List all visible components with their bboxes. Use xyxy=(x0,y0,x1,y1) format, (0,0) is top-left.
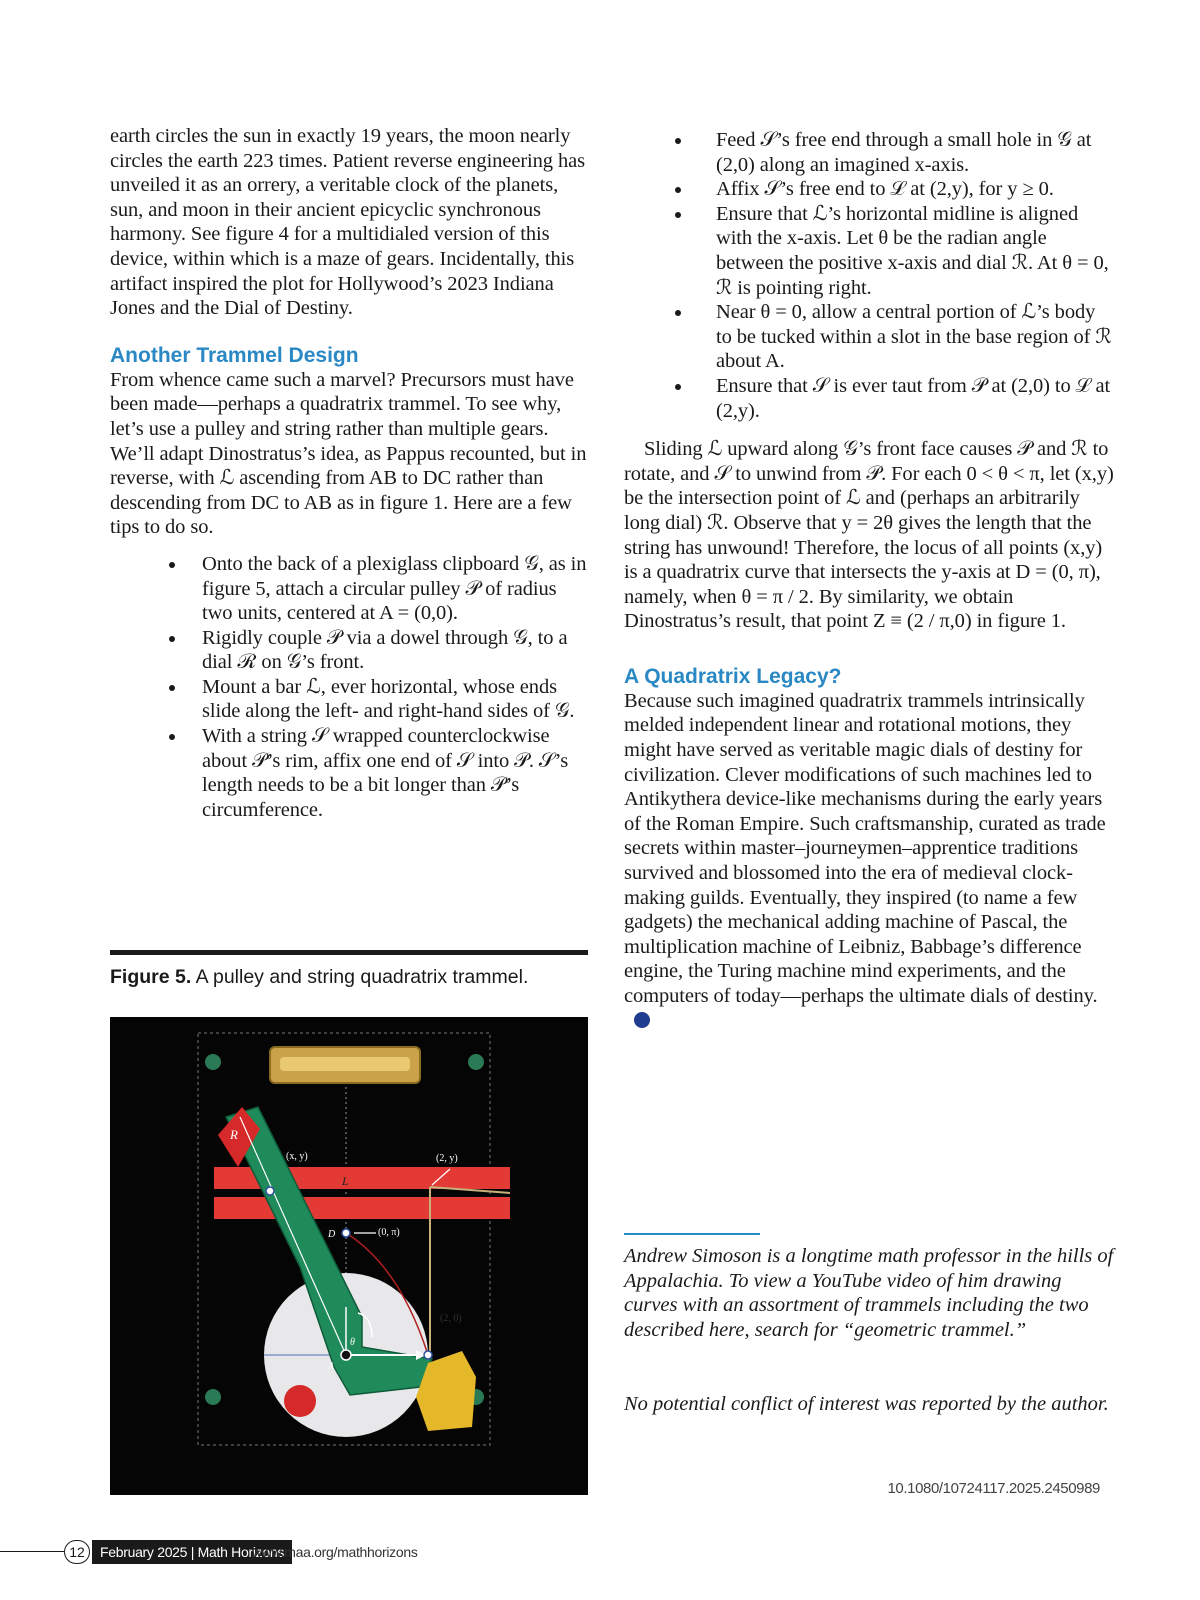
footer-rule xyxy=(0,1551,64,1552)
label-theta: θ xyxy=(350,1337,355,1348)
label-point-xy: (x, y) xyxy=(286,1151,308,1162)
list-item: Mount a bar ℒ, ever horizontal, whose ends slide along the left- and right-hand sides of 𝒢. xyxy=(202,675,590,724)
point-xy-marker xyxy=(266,1187,274,1195)
figure-caption-text: A pulley and string quadratrix trammel. xyxy=(195,966,529,988)
figure-caption xyxy=(110,965,580,989)
peg-icon xyxy=(468,1054,484,1070)
label-point-20: (2, 0) xyxy=(440,1313,462,1324)
label-origin: A xyxy=(328,1361,335,1372)
point-d-marker xyxy=(342,1229,350,1237)
bullet-icon xyxy=(169,636,175,642)
bullet-icon xyxy=(169,734,175,740)
section-heading-trammel: Another Trammel Design xyxy=(110,343,359,367)
bio-rule xyxy=(624,1233,760,1235)
left-bullet-list xyxy=(202,552,590,823)
section-paragraph-legacy: Because such imagined quadratrix trammels intrinsically melded independent linear and rotational motions, they might have served as veritable magic dials of destiny for civilization. Clever modifications of such machines led to Antikythera device-like mechanisms during the early years of the Roman Empire. Such craftsmanship, curated as trade secrets within master–journeymen–apprentice traditions survived and blossomed into the era of medieval clock-making guilds. Eventually, they inspired (to name a few gadgets) the mechanical adding machine of Pascal, the multiplication machine of Leibniz, Babbage’s difference engine, the Turing machine mind experiments, and the computers of today—perhaps the ultimate dials of destiny. xyxy=(624,689,1114,1033)
footer-url[interactable]: www.maa.org/mathhorizons xyxy=(252,1544,418,1560)
point-20-marker xyxy=(424,1351,432,1359)
bullet-icon xyxy=(675,212,681,218)
bullet-icon xyxy=(169,562,175,568)
trammel-photo xyxy=(110,1017,588,1495)
figure-caption-label: Figure 5. xyxy=(110,966,192,988)
origin-marker xyxy=(341,1350,351,1360)
label-bar: L xyxy=(342,1174,349,1188)
list-item: Rigidly couple 𝒫 via a dowel through 𝒢, to a dial ℛ on 𝒢’s front. xyxy=(202,626,590,675)
trammel-illustration xyxy=(110,1017,588,1495)
list-item: Near θ = 0, allow a central portion of ℒ’s body to be tucked within a slot in the base region of ℛ about A. xyxy=(716,300,1114,374)
author-bio: Andrew Simoson is a longtime math professor in the hills of Appalachia. To view a YouTube video of him drawing curves with an assortment of trammels including the two described here, search for “geometric trammel.” xyxy=(624,1245,1114,1341)
list-item: Onto the back of a plexiglass clipboard 𝒢, as in figure 5, attach a circular pulley 𝒫 of radius two units, centered at A = (0,0). xyxy=(202,552,590,626)
bullet-icon xyxy=(675,310,681,316)
peg-icon xyxy=(205,1054,221,1070)
label-point-d: D xyxy=(328,1229,336,1240)
page-number: 12 xyxy=(64,1540,90,1564)
clip-highlight xyxy=(280,1057,410,1071)
left-column xyxy=(110,124,590,822)
caption-rule xyxy=(110,950,588,955)
bullet-icon xyxy=(675,138,681,144)
bullet-icon xyxy=(675,187,681,193)
label-point-0pi: (0, π) xyxy=(378,1227,400,1238)
doi-link[interactable]: 10.1080/10724117.2025.2450989 xyxy=(887,1480,1100,1497)
right-column xyxy=(624,128,1114,1033)
list-item: With a string 𝒮 wrapped counterclockwise about 𝒫’s rim, affix one end of 𝒮 into 𝒫. 𝒮’s length needs to be a bit longer than 𝒫’s circumference. xyxy=(202,724,590,822)
page-footer xyxy=(0,1540,420,1564)
bullet-icon xyxy=(675,384,681,390)
section-paragraph-trammel: From whence came such a marvel? Precursors must have been made—perhaps a quadratrix trammel. To see why, let’s use a pulley and string rather than multiple gears. We’ll adapt Dinostratus’s idea, as Pappus recounted, but in reverse, with ℒ ascending from AB to DC rather than descending from DC to AB as in figure 1. Here are a few tips to do so. xyxy=(110,368,587,539)
list-item: Ensure that ℒ’s horizontal midline is aligned with the x-axis. Let θ be the radian angle between the positive x-axis and dial ℛ. At θ = 0, ℛ is pointing right. xyxy=(716,202,1114,300)
end-mark-icon xyxy=(634,1012,650,1028)
list-item: Affix 𝒮’s free end to ℒ at (2,y), for y ≥ 0. xyxy=(716,177,1114,202)
right-bullet-list xyxy=(716,128,1114,423)
label-dial: R xyxy=(230,1127,238,1142)
conflict-statement: No potential conflict of interest was reported by the author. xyxy=(624,1393,1109,1415)
label-point-2y: (2, y) xyxy=(436,1153,458,1164)
bullet-icon xyxy=(169,685,175,691)
list-item: Ensure that 𝒮 is ever taut from 𝒫 at (2,0) to ℒ at (2,y). xyxy=(716,374,1114,423)
list-item: Feed 𝒮’s free end through a small hole in 𝒢 at (2,0) along an imagined x-axis. xyxy=(716,128,1114,177)
knob-icon xyxy=(284,1385,316,1417)
peg-icon xyxy=(205,1389,221,1405)
bar-bottom xyxy=(214,1197,510,1219)
intro-paragraph: earth circles the sun in exactly 19 years, the moon nearly circles the earth 223 times. Patient reverse engineering has unveiled it as an orrery, a veritable clock of the planets, sun, and moon in their ancient epicyclic synchronous harmony. See figure 4 for a multidialed version of this device, within which is a maze of gears. Incidentally, this artifact inspired the plot for Hollywood’s 2023 Indiana Jones and the Dial of Destiny. xyxy=(110,125,585,320)
section-heading-legacy: A Quadratrix Legacy? xyxy=(624,664,842,688)
paragraph-sliding: Sliding ℒ upward along 𝒢’s front face causes 𝒫 and ℛ to rotate, and 𝒮 to unwind from 𝒫. For each 0 < θ < π, let (x,y) be the intersection point of ℒ and (perhaps an arbitrarily long dial) ℛ. Observe that y = 2θ gives the length that the string has unwound! Therefore, the locus of all points (x,y) is a quadratrix curve that intersects the y-axis at D = (0, π), namely, when θ = π / 2. By similarity, we obtain Dinostratus’s result, that point Z ≡ (2 / π,0) in figure 1. xyxy=(624,438,1114,633)
issue-label: February 2025 | Math Horizons xyxy=(92,1540,292,1564)
